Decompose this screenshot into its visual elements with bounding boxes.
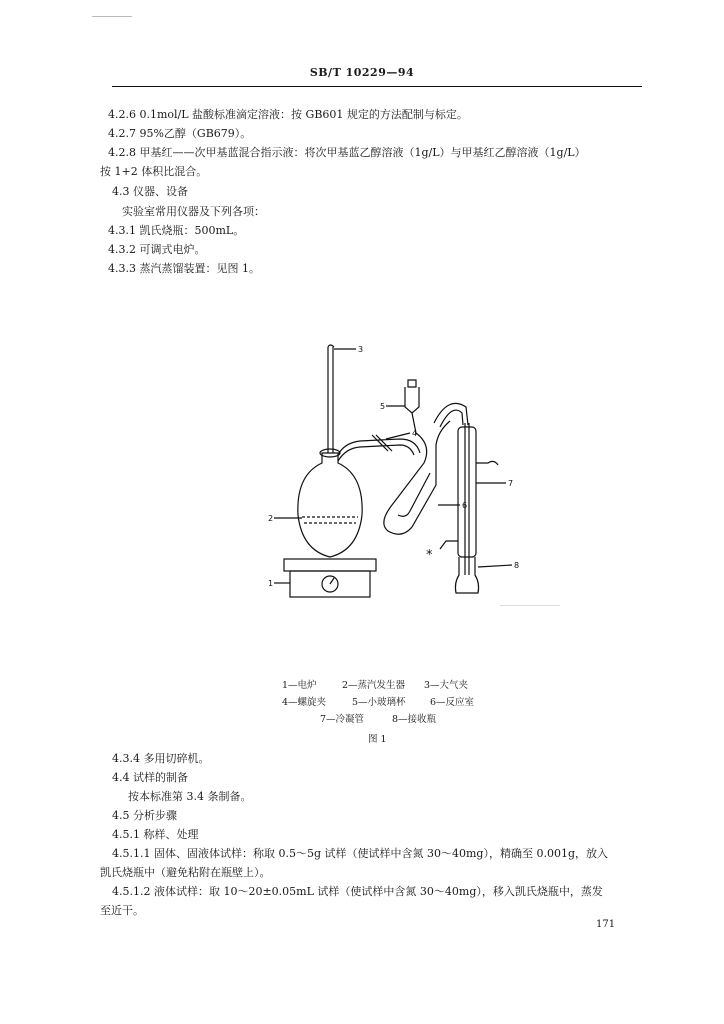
legend-item-2: 2—蒸汽发生器 xyxy=(342,680,406,691)
section-4-3-intro: 实验室常用仪器及下列各项： xyxy=(122,205,265,218)
section-4-4-heading: 4.4 试样的制备 xyxy=(112,771,188,784)
distillation-apparatus-figure xyxy=(260,335,530,605)
small-glass-cup xyxy=(405,380,419,413)
clause-4-2-6: 4.2.6 0.1mol/L 盐酸标准滴定溶液：按 GB601 规定的方法配制与标定。 xyxy=(108,108,468,121)
scan-speck xyxy=(92,16,132,17)
callout-3: 3 xyxy=(358,345,364,354)
clause-4-5-1: 4.5.1 称样、处理 xyxy=(112,828,199,841)
callout-1: 1 xyxy=(268,579,274,588)
condenser-water-outlet xyxy=(476,461,498,465)
section-4-5-heading: 4.5 分析步骤 xyxy=(112,809,177,822)
clause-4-5-1-2: 4.5.1.2 液体试样：取 10～20±0.05mL 试样（使试样中含氮 30～40mg），移入凯氏烧瓶中，蒸发 xyxy=(112,885,603,898)
clause-4-3-4: 4.3.4 多用切碎机。 xyxy=(112,752,210,765)
screw-clamp xyxy=(372,435,392,451)
water-level xyxy=(302,517,358,523)
callout-line-8 xyxy=(478,565,512,567)
callout-8: 8 xyxy=(514,561,520,570)
clause-4-5-1-1: 4.5.1.1 固体、固液体试样：称取 0.5～5g 试样（使试样中含氮 30～40mg），精确至 0.001g，放入 xyxy=(112,847,608,860)
legend-item-5: 5—小玻璃杯 xyxy=(352,697,406,708)
vent-tube xyxy=(328,345,334,453)
legend-item-4: 4—螺旋夹 xyxy=(282,697,327,708)
scan-speck xyxy=(500,605,560,606)
clause-4-2-8-cont: 按 1+2 体积比混合。 xyxy=(100,165,208,178)
callout-line-4 xyxy=(386,433,410,439)
callout-7: 7 xyxy=(508,479,514,488)
asterisk-mark: * xyxy=(426,548,433,563)
receiving-flask xyxy=(455,557,478,593)
clause-4-5-1-1-cont: 凯氏烧瓶中（避免粘附在瓶壁上）。 xyxy=(100,866,271,879)
condenser-jacket xyxy=(458,427,476,557)
page-number: 171 xyxy=(596,919,616,930)
distillate-arc xyxy=(434,403,468,427)
legend-item-7: 7—冷凝管 xyxy=(320,714,365,725)
callout-4: 4 xyxy=(412,429,418,438)
section-4-4-body: 按本标准第 3.4 条制备。 xyxy=(128,790,252,803)
legend-item-3: 3—大气夹 xyxy=(424,680,469,691)
clause-4-5-1-2-cont: 至近干。 xyxy=(100,904,144,917)
steam-generator-flask xyxy=(298,453,362,557)
clause-4-3-3: 4.3.3 蒸汽蒸馏装置：见图 1。 xyxy=(108,262,260,275)
callout-5: 5 xyxy=(380,402,386,411)
clause-4-3-1: 4.3.1 凯氏烧瓶：500mL。 xyxy=(108,224,245,237)
clause-4-2-7: 4.2.7 95%乙醇（GB679）。 xyxy=(108,127,252,140)
clause-4-3-2: 4.3.2 可调式电炉。 xyxy=(108,243,206,256)
header-rule xyxy=(112,86,642,87)
stove-top xyxy=(284,559,376,571)
section-4-3-heading: 4.3 仪器、设备 xyxy=(112,185,188,198)
figure-caption: 图 1 xyxy=(368,734,387,745)
legend-item-8: 8—接收瓶 xyxy=(392,714,437,725)
legend-item-1: 1—电炉 xyxy=(282,680,317,691)
inner-tube xyxy=(398,473,430,516)
callout-6: 6 xyxy=(462,501,468,510)
standard-code-header: SB/T 10229—94 xyxy=(309,66,415,79)
condenser-water-inlet xyxy=(440,541,458,549)
callout-2: 2 xyxy=(268,514,274,523)
clause-4-2-8: 4.2.8 甲基红——次甲基蓝混合指示液：将次甲基蓝乙醇溶液（1g/L）与甲基红乙醇溶液（1g/L） xyxy=(108,146,586,159)
legend-item-6: 6—反应室 xyxy=(430,697,475,708)
